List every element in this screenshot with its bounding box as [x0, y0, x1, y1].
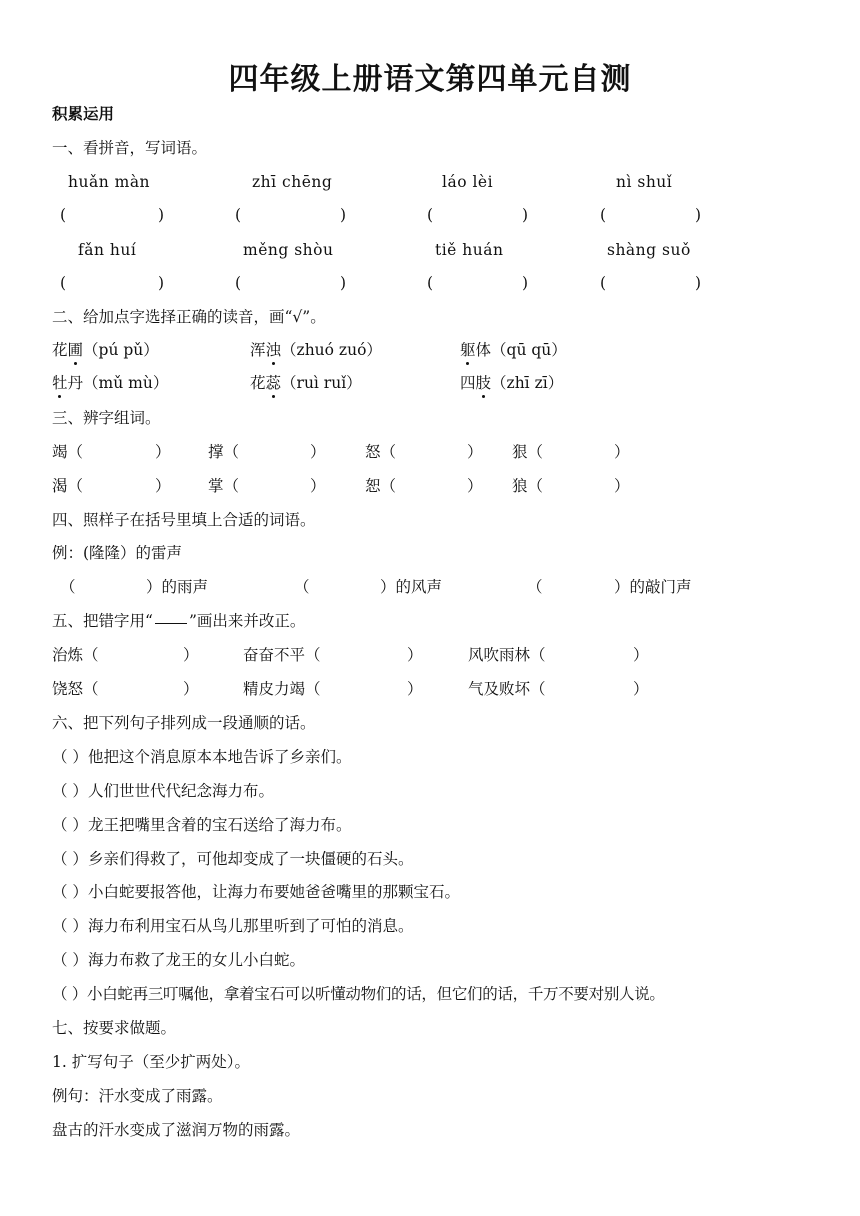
- paren-open: (: [427, 206, 434, 224]
- q4-item-3: ）的敲门声: [614, 578, 692, 596]
- paren-open: (: [235, 206, 242, 224]
- pinyin-7: tiě huán: [435, 241, 504, 259]
- paren-close: ): [522, 274, 529, 292]
- q5-item: 气及败坏（: [468, 680, 546, 698]
- q5-heading: 五、把错字用“ ”画出来并改正。: [52, 612, 306, 630]
- q3-close: ）: [467, 443, 483, 461]
- q2-item-1: 花圃（pú pǔ）: [52, 341, 159, 359]
- paren-open: (: [600, 206, 607, 224]
- q5-close: ）: [407, 680, 423, 698]
- q4-open: （: [294, 578, 310, 596]
- paren-close: ): [340, 274, 347, 292]
- pinyin-4: nì shuǐ: [616, 173, 673, 191]
- paren-open: (: [600, 274, 607, 292]
- q6-heading: 六、把下列句子排列成一段通顺的话。: [52, 714, 316, 732]
- q2-item-5: 花蕊（ruì ruǐ）: [250, 374, 362, 392]
- q4-item-2: ）的风声: [380, 578, 443, 596]
- q3-close: ）: [614, 477, 630, 495]
- q2-item-3: 躯体（qū qū）: [460, 341, 567, 359]
- paren-open: (: [60, 274, 67, 292]
- q6-sentence: （ ）海力布利用宝石从鸟儿那里听到了可怕的消息。: [52, 917, 414, 935]
- q3-item: 掌（: [208, 477, 240, 495]
- paren-close: ): [695, 206, 702, 224]
- q3-item: 怒（: [365, 443, 397, 461]
- section-heading: 积累运用: [52, 105, 115, 123]
- q3-heading: 三、辨字组词。: [52, 409, 161, 427]
- paren-close: ): [340, 206, 347, 224]
- q7-answer: 盘古的汗水变成了滋润万物的雨露。: [52, 1121, 301, 1139]
- q4-open: （: [527, 578, 543, 596]
- q5-close: ）: [633, 646, 649, 664]
- q2-heading: 二、给加点字选择正确的读音，画“√”。: [52, 308, 326, 326]
- q3-item: 狠（: [512, 443, 544, 461]
- paren-close: ): [522, 206, 529, 224]
- q5-close: ）: [407, 646, 423, 664]
- paren-open: (: [427, 274, 434, 292]
- paren-open: (: [235, 274, 242, 292]
- q6-sentence: （ ）龙王把嘴里含着的宝石送给了海力布。: [52, 816, 352, 834]
- pinyin-2: zhī chēng: [252, 173, 333, 191]
- pinyin-6: měng shòu: [243, 241, 334, 259]
- pinyin-3: láo lèi: [442, 173, 494, 191]
- q1-heading: 一、看拼音，写词语。: [52, 139, 208, 157]
- q3-close: ）: [155, 443, 171, 461]
- q3-close: ）: [310, 477, 326, 495]
- q5-close: ）: [183, 646, 199, 664]
- paren-close: ): [695, 274, 702, 292]
- q5-item: 治炼（: [52, 646, 99, 664]
- q7-sub-1: 1. 扩写句子（至少扩两处）。: [52, 1053, 250, 1071]
- q7-heading: 七、按要求做题。: [52, 1019, 177, 1037]
- q3-item: 渴（: [52, 477, 84, 495]
- q3-close: ）: [155, 477, 171, 495]
- q3-item: 竭（: [52, 443, 84, 461]
- q7-example: 例句：汗水变成了雨露。: [52, 1087, 223, 1105]
- q3-close: ）: [310, 443, 326, 461]
- q4-heading: 四、照样子在括号里填上合适的词语。: [52, 511, 316, 529]
- q5-item: 风吹雨林（: [468, 646, 546, 664]
- q5-close: ）: [633, 680, 649, 698]
- paren-open: (: [60, 206, 67, 224]
- q3-close: ）: [467, 477, 483, 495]
- q6-sentence: （ ）小白蛇要报答他，让海力布要她爸爸嘴里的那颗宝石。: [52, 883, 460, 901]
- page-title: 四年级上册语文第四单元自测: [228, 62, 632, 97]
- q5-item: 精皮力竭（: [243, 680, 321, 698]
- q2-item-6: 四肢（zhī zī）: [460, 374, 564, 392]
- q6-sentence: （ ）小白蛇再三叮嘱他，拿着宝石可以听懂动物们的话，但它们的话，千万不要对别人说。: [52, 985, 665, 1003]
- q2-item-2: 浑浊（zhuó zuó）: [250, 341, 382, 359]
- q5-item: 饶怒（: [52, 680, 99, 698]
- q5-close: ）: [183, 680, 199, 698]
- q5-item: 奋奋不平（: [243, 646, 321, 664]
- q3-close: ）: [614, 443, 630, 461]
- q6-sentence: （ ）他把这个消息原本本地告诉了乡亲们。: [52, 748, 352, 766]
- q4-item-1: ）的雨声: [146, 578, 209, 596]
- q4-example: 例：(隆隆）的雷声: [52, 544, 183, 562]
- q3-item: 恕（: [365, 477, 397, 495]
- pinyin-8: shàng suǒ: [607, 241, 691, 259]
- pinyin-1: huǎn màn: [68, 173, 151, 191]
- paren-close: ): [158, 274, 165, 292]
- q3-item: 狼（: [512, 477, 544, 495]
- q6-sentence: （ ）海力布救了龙王的女儿小白蛇。: [52, 951, 305, 969]
- q3-item: 撑（: [208, 443, 240, 461]
- q2-item-4: 牡丹（mǔ mù）: [52, 374, 169, 392]
- pinyin-5: fǎn huí: [78, 241, 137, 259]
- q4-open: （: [60, 578, 76, 596]
- q6-sentence: （ ）人们世世代代纪念海力布。: [52, 782, 274, 800]
- q6-sentence: （ ）乡亲们得救了，可他却变成了一块僵硬的石头。: [52, 850, 414, 868]
- underline-mark: [155, 623, 187, 624]
- paren-close: ): [158, 206, 165, 224]
